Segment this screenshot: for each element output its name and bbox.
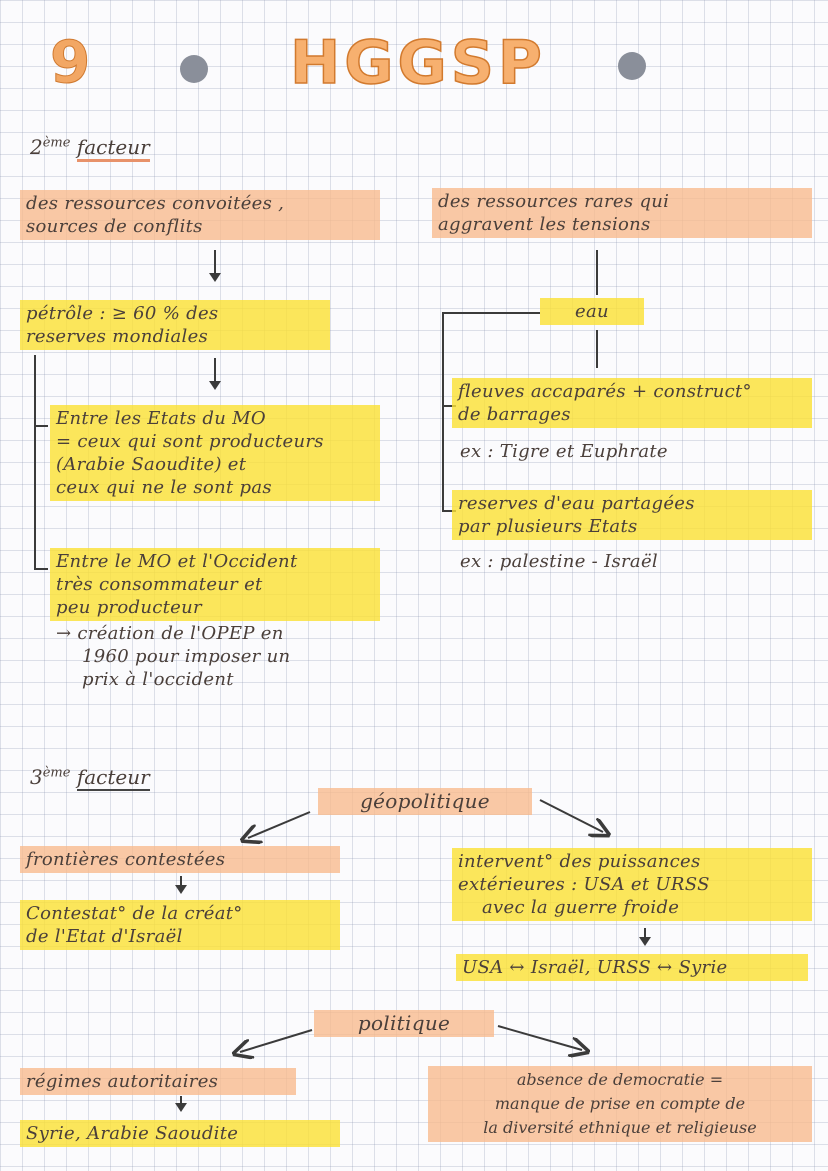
- right-box-eau: eau: [540, 298, 644, 325]
- arrow-down-geo-right: [644, 928, 646, 944]
- right-box-fleuves-line2: de barrages: [458, 404, 571, 425]
- left-box-etats-mo-line2: = ceux qui sont producteurs: [56, 431, 324, 452]
- right-box-fleuves-line1: fleuves accaparés + construct°: [458, 381, 752, 402]
- left-box-petrole-line2: reserves mondiales: [26, 326, 209, 347]
- left-box-etats-mo-line4: ceux qui ne le sont pas: [56, 477, 272, 498]
- geo-left-contestation-line2: de l'Etat d'Israël: [26, 926, 183, 947]
- arrow-pol-right: [498, 1026, 582, 1050]
- pol-right-democratie-line3: la diversité ethnique et religieuse: [483, 1118, 757, 1137]
- pol-left-regimes: régimes autoritaires: [20, 1068, 296, 1095]
- section3-heading-word: facteur: [76, 765, 150, 789]
- pol-right-democratie-line1: absence de democratie =: [516, 1070, 724, 1089]
- left-note-opep-line3: prix à l'occident: [82, 669, 234, 690]
- section2-heading-word: facteur: [77, 135, 150, 162]
- pol-right-democratie: [428, 1066, 812, 1142]
- right-box-reserves-eau-line2: par plusieurs Etats: [458, 516, 638, 537]
- geo-right-intervention: [452, 848, 812, 921]
- left-box-occident-line1: Entre le MO et l'Occident: [56, 551, 298, 572]
- arrow-geo-left: [248, 812, 310, 838]
- left-box-etats-mo-line1: Entre les Etats du MO: [56, 408, 266, 429]
- section3-heading-number: 3: [30, 765, 43, 789]
- geopolitique-label: géopolitique: [318, 788, 532, 815]
- right-box-rare-resources-line2: aggravent les tensions: [438, 214, 651, 235]
- arrow-down-pol-left: [180, 1096, 182, 1110]
- geo-left-contestation-line1: Contestat° de la créat°: [26, 903, 243, 924]
- left-note-opep-line1: → création de l'OPEP en: [56, 623, 284, 644]
- left-box-etats-mo-line3: (Arabie Saoudite) et: [56, 454, 247, 475]
- left-box-occident-line2: très consommateur et: [56, 574, 263, 595]
- section3-heading-sup: ème: [42, 765, 71, 781]
- arrow-geo-right: [540, 800, 603, 832]
- page-number: 9: [50, 28, 91, 96]
- geo-right-intervention-line1: intervent° des puissances: [458, 851, 701, 872]
- left-box-petrole-line1: pétrôle : ≥ 60 % des: [26, 303, 219, 324]
- right-box-rare-resources-line1: des ressources rares qui: [438, 191, 670, 212]
- politique-label: politique: [314, 1010, 494, 1037]
- right-example-tigre: ex : Tigre et Euphrate: [460, 441, 668, 462]
- page-title: HGGSP: [290, 28, 546, 98]
- left-note-opep-line2: 1960 pour imposer un: [82, 646, 291, 667]
- left-box-resources-line1: des ressources convoitées ,: [26, 193, 285, 214]
- arrow-pol-left: [240, 1030, 312, 1052]
- geo-left-frontieres: frontières contestées: [20, 846, 340, 873]
- pol-left-pays: Syrie, Arabie Saoudite: [20, 1120, 340, 1147]
- geo-right-intervention-line3: avec la guerre froide: [482, 897, 680, 918]
- arrow-down-geo-left: [180, 876, 182, 892]
- left-box-occident-line3: peu producteur: [56, 597, 202, 618]
- left-box-resources-line2: sources de conflits: [26, 216, 203, 237]
- right-example-palestine: ex : palestine - Israël: [460, 551, 658, 572]
- geo-right-intervention-line2: extérieures : USA et URSS: [458, 874, 710, 895]
- right-box-reserves-eau-line1: reserves d'eau partagées: [458, 493, 695, 514]
- section2-heading-sup: ème: [42, 135, 71, 151]
- geo-left-contestation: [20, 900, 340, 950]
- pol-right-democratie-line2: manque de prise en compte de: [494, 1094, 746, 1113]
- geo-right-alliances: USA ↔ Israël, URSS ↔ Syrie: [456, 954, 808, 981]
- section2-heading-number: 2: [30, 135, 43, 159]
